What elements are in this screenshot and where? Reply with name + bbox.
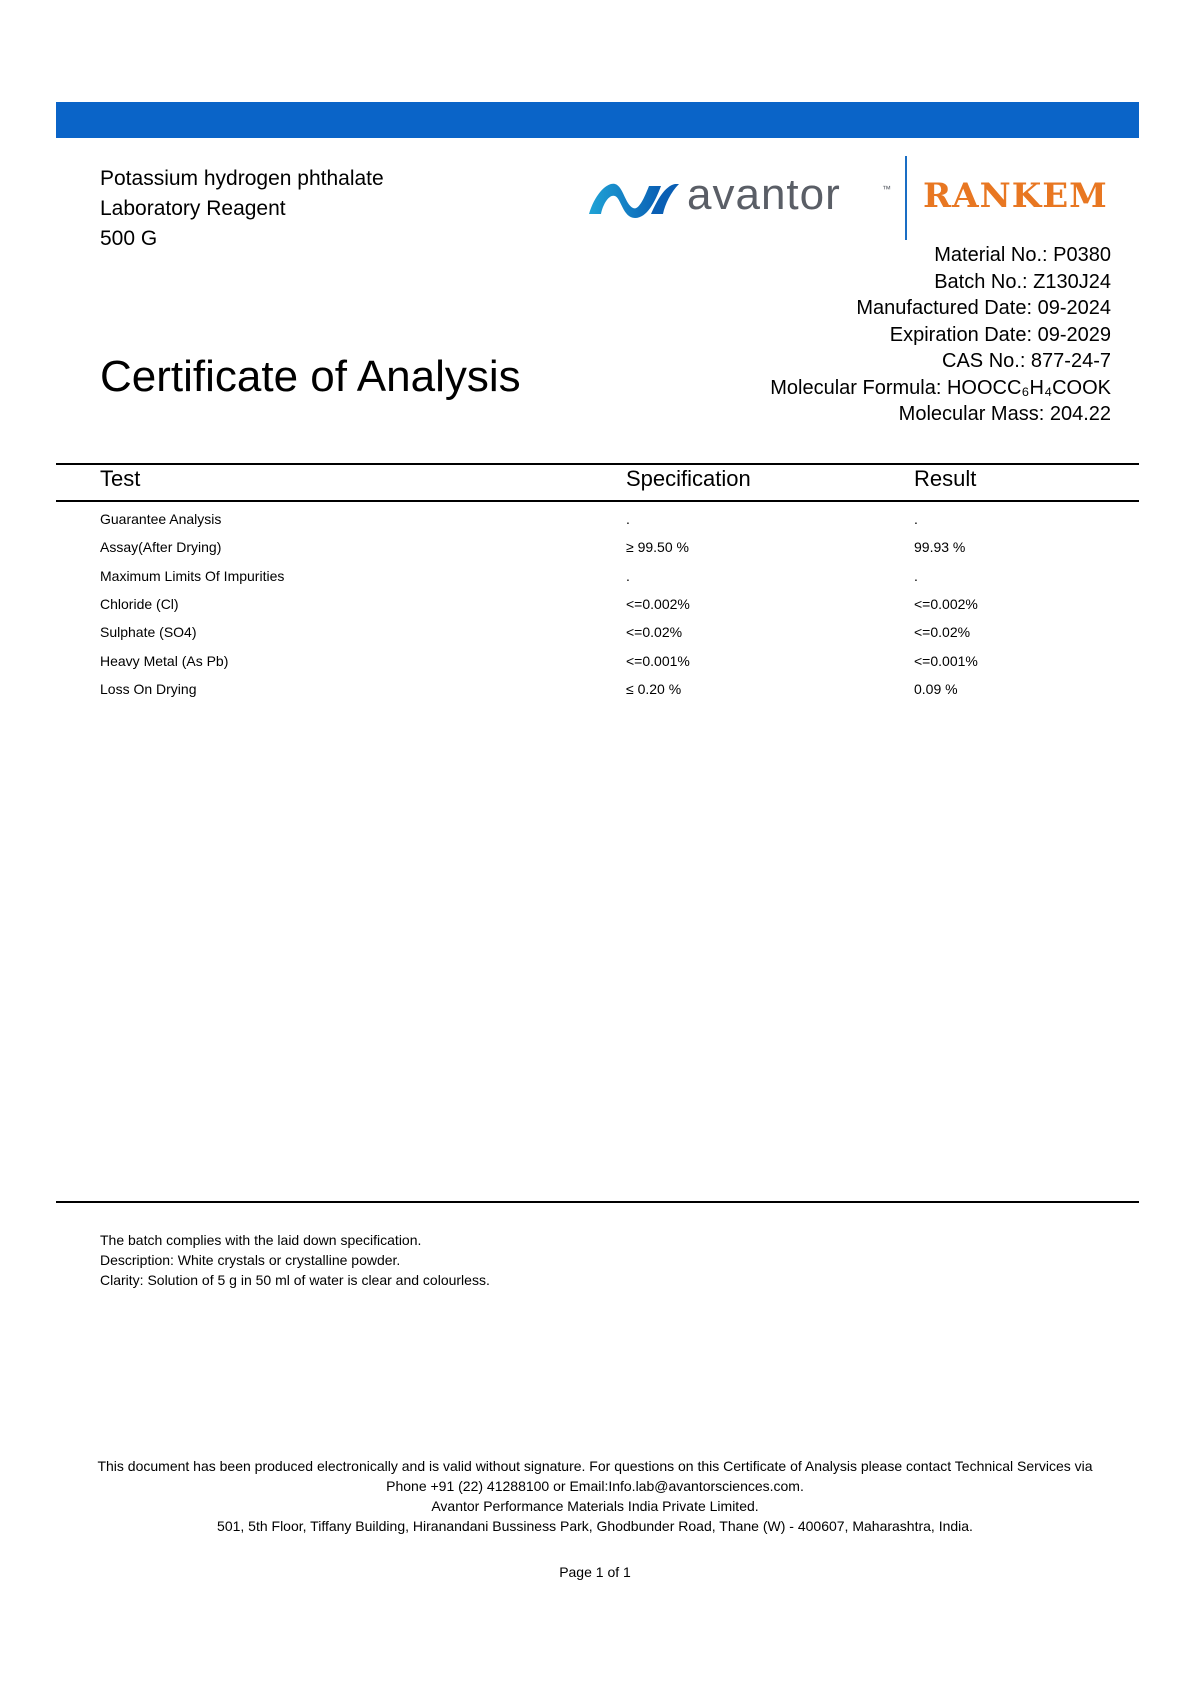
test-cell: Guarantee Analysis: [100, 511, 222, 528]
note-line: The batch complies with the laid down specification.: [100, 1232, 422, 1248]
page-number: Page 1 of 1: [559, 1564, 631, 1580]
result-cell: 99.93 %: [914, 539, 966, 556]
product-info: [100, 164, 384, 254]
table-row: [100, 618, 1114, 646]
test-cell: Maximum Limits Of Impurities: [100, 567, 285, 584]
batch-metadata: [770, 242, 1111, 428]
product-grade: Laboratory Reagent: [100, 197, 286, 220]
results-table: [100, 505, 1114, 703]
spec-cell: ≥ 99.50 %: [626, 539, 689, 556]
spec-cell: .: [626, 511, 630, 528]
spec-cell: .: [626, 567, 630, 584]
header-test: Test: [100, 466, 141, 491]
product-name: Potassium hydrogen phthalate: [100, 167, 384, 190]
test-cell: Assay(After Drying): [100, 539, 222, 556]
rankem-wordmark: RANKEM: [923, 176, 1108, 216]
avantor-logo-mark-icon: [585, 174, 681, 222]
result-cell: .: [914, 511, 918, 528]
header-color-bar: [56, 102, 1139, 138]
spec-cell: ≤ 0.20 %: [626, 680, 682, 697]
material-no: Material No.: P0380: [934, 244, 1111, 266]
spec-cell: <=0.02%: [626, 624, 683, 641]
notes-top-rule: [56, 1201, 1139, 1203]
result-cell: 0.09 %: [914, 680, 958, 697]
footer-disclaimer: This document has been produced electronically and is valid without signature. For questions on this Certificate of Analysis please contact Technical Services via: [97, 1458, 1093, 1474]
molecular-mass: Molecular Mass: 204.22: [898, 403, 1111, 425]
header-result: Result: [914, 466, 977, 491]
footer: [60, 1456, 1130, 1536]
trademark-symbol: ™: [882, 184, 891, 194]
table-row: [100, 590, 1114, 618]
test-cell: Sulphate (SO4): [100, 624, 197, 641]
cas-no: CAS No.: 877-24-7: [942, 350, 1111, 372]
batch-no: Batch No.: Z130J24: [934, 270, 1111, 293]
company-logo: [585, 154, 1115, 242]
table-row: [100, 562, 1114, 590]
footer-company: Avantor Performance Materials India Private Limited.: [431, 1498, 759, 1514]
result-cell: <=0.001%: [914, 652, 978, 669]
compliance-notes: [100, 1230, 490, 1290]
footer-address: 501, 5th Floor, Tiffany Building, Hiranandani Bussiness Park, Ghodbunder Road, Thane (W) - 400607, Maharashtra, India.: [217, 1518, 973, 1534]
test-cell: Chloride (Cl): [100, 596, 179, 613]
test-cell: Loss On Drying: [100, 680, 197, 697]
table-top-rule: [56, 463, 1139, 465]
document-title: Certificate of Analysis: [100, 352, 521, 401]
avantor-wordmark: avantor: [687, 170, 841, 219]
header-specification: Specification: [626, 466, 751, 491]
result-cell: .: [914, 567, 918, 584]
table-row: [100, 646, 1114, 674]
molecular-formula: Molecular Formula: HOOCC₆H₄COOK: [770, 376, 1111, 399]
note-line: Description: White crystals or crystalline powder.: [100, 1252, 401, 1268]
footer-contact: Phone +91 (22) 41288100 or Email:Info.lab@avantorsciences.com.: [386, 1478, 804, 1494]
expiration-date: Expiration Date: 09-2029: [889, 323, 1111, 346]
table-row: [100, 505, 1114, 533]
manufactured-date: Manufactured Date: 09-2024: [856, 297, 1111, 319]
result-cell: <=0.002%: [914, 596, 978, 613]
logo-divider: [905, 156, 907, 240]
spec-cell: <=0.001%: [626, 652, 690, 669]
table-row: [100, 675, 1114, 703]
table-row: [100, 533, 1114, 561]
spec-cell: <=0.002%: [626, 596, 690, 613]
note-line: Clarity: Solution of 5 g in 50 ml of water is clear and colourless.: [100, 1272, 490, 1288]
pack-size: 500 G: [100, 227, 158, 250]
table-header-rule: [56, 500, 1139, 502]
test-cell: Heavy Metal (As Pb): [100, 652, 229, 669]
result-cell: <=0.02%: [914, 624, 971, 641]
